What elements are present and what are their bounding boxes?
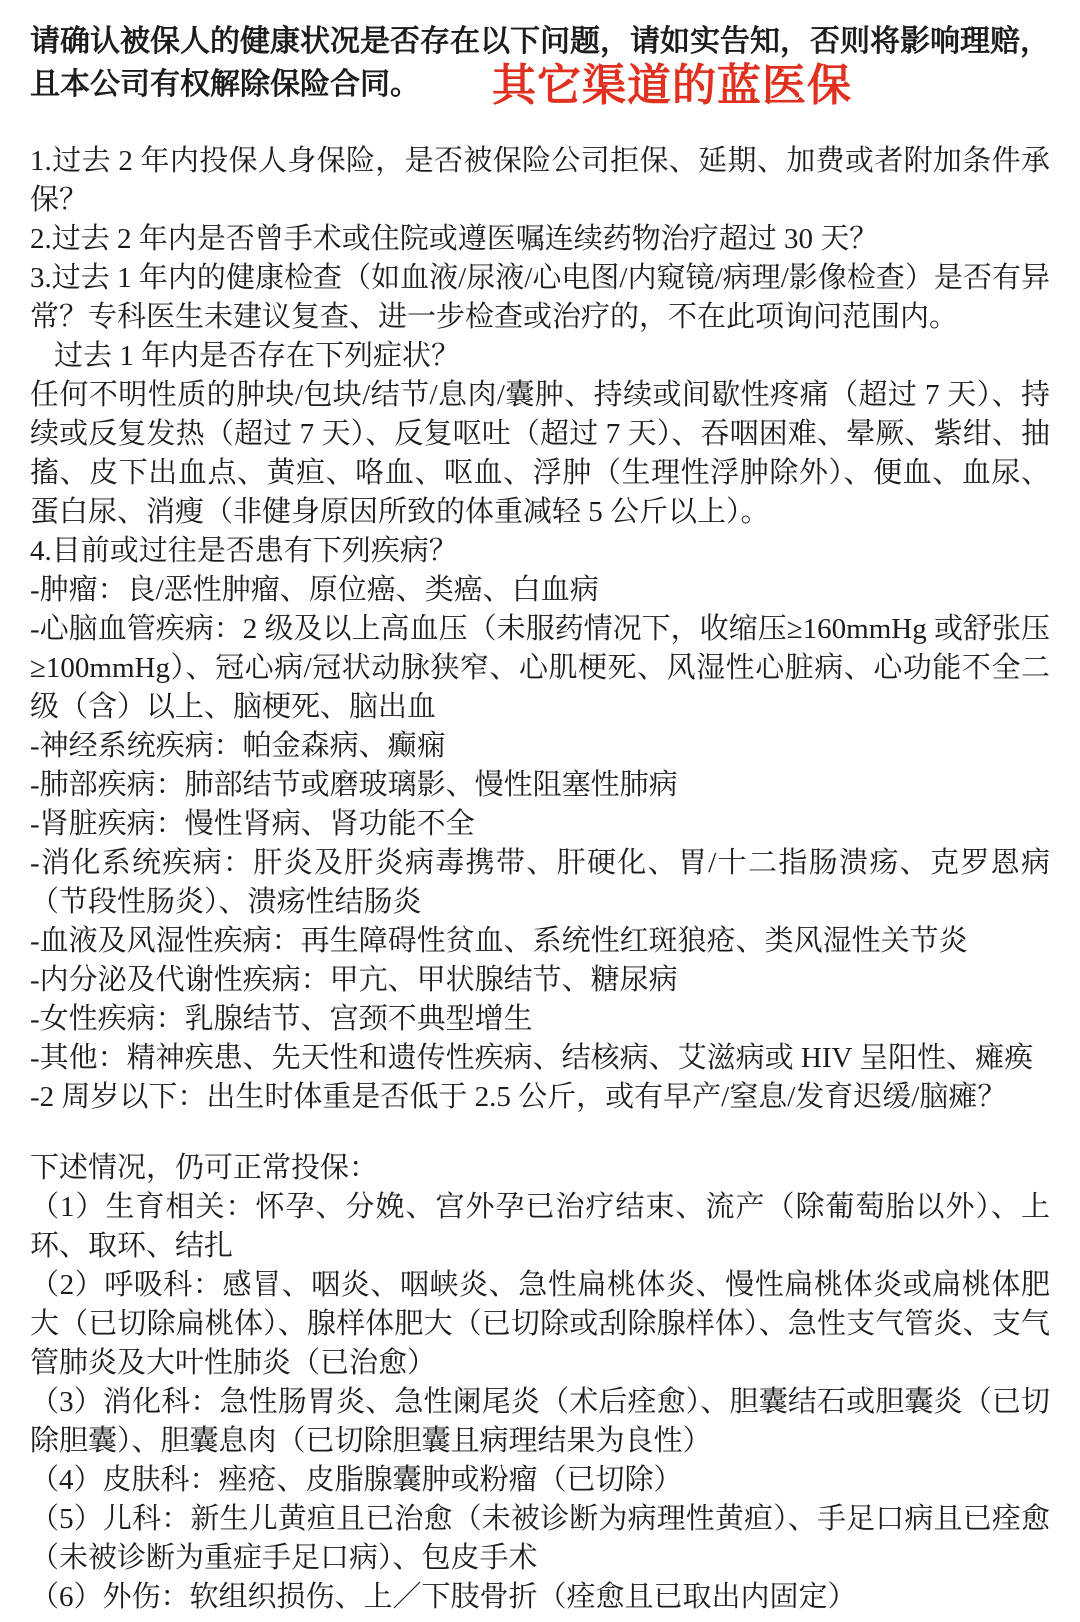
question-3: 3.过去 1 年内的健康检查（如血液/尿液/心电图/内窥镜/病理/影像检查）是否有异常？专科医生未建议复查、进一步检查或治疗的，不在此项询问范围内。 [30,262,1050,333]
coverage-item-1: （1）生育相关：怀孕、分娩、宫外孕已治疗结束、流产（除葡萄胎以外）、上环、取环、结扎 [30,1191,1050,1262]
disease-digestive: -消化系统疾病：肝炎及肝炎病毒携带、肝硬化、胃/十二指肠溃疡、克罗恩病（节段性肠炎）、溃疡性结肠炎 [30,847,1050,918]
disease-female: -女性疾病：乳腺结节、宫颈不典型增生 [30,1003,533,1035]
disease-cardio: -心脑血管疾病：2 级及以上高血压（未服药情况下，收缩压≥160mmHg 或舒张压≥100mmHg）、冠心病/冠状动脉狭窄、心肌梗死、风湿性心脏病、心功能不全二级（含）以上、脑梗死、脑出血 [30,613,1050,723]
disease-other: -其他：精神疾患、先天性和遗传性疾病、结核病、艾滋病或 HIV 呈阳性、瘫痪 [30,1042,1034,1074]
coverage-item-5: （5）儿科：新生儿黄疸且已治愈（未被诊断为病理性黄疸）、手足口病且已痊愈（未被诊断为重症手足口病）、包皮手术 [30,1503,1050,1574]
question-2: 2.过去 2 年内是否曾手术或住院或遵医嘱连续药物治疗超过 30 天？ [30,223,879,255]
symptoms-intro: 过去 1 年内是否存在下列症状？ [54,340,461,372]
notice-text: 请确认被保人的健康状况是否存在以下问题，请如实告知，否则将影响理赔，且本公司有权解除保险合同。 [30,25,1050,101]
coverage-item-6: （6）外伤：软组织损伤、上／下肢骨折（痊愈且已取出内固定） [30,1581,857,1613]
symptoms-list: 任何不明性质的肿块/包块/结节/息肉/囊肿、持续或间歇性疼痛（超过 7 天）、持续或反复发热（超过 7 天）、反复呕吐（超过 7 天）、吞咽困难、晕厥、紫绀、抽搐、皮下出血点、黄疸、咯血、呕血、浮肿（生理性浮肿除外）、便血、血尿、蛋白尿、消瘦（非健身原因所致的体重减轻 5 公斤以上）。 [30,379,1050,528]
disease-endocrine: -内分泌及代谢性疾病：甲亢、甲状腺结节、糖尿病 [30,964,678,996]
disease-tumor: -肿瘤：良/恶性肿瘤、原位癌、类癌、白血病 [30,574,599,606]
health-notice-header [30,20,1050,108]
coverage-item-2: （2）呼吸科：感冒、咽炎、咽峡炎、急性扁桃体炎、慢性扁桃体炎或扁桃体肥大（已切除扁桃体）、腺样体肥大（已切除或刮除腺样体）、急性支气管炎、支气管肺炎及大叶性肺炎（已治愈） [30,1269,1050,1379]
question-1: 1.过去 2 年内投保人身保险，是否被保险公司拒保、延期、加费或者附加条件承保？ [30,145,1050,216]
disease-blood-rheumatic: -血液及风湿性疾病：再生障碍性贫血、系统性红斑狼疮、类风湿性关节炎 [30,925,968,957]
channel-annotation: 其它渠道的蓝医保 [492,61,852,110]
disease-lung: -肺部疾病：肺部结节或磨玻璃影、慢性阻塞性肺病 [30,769,678,801]
coverage-item-3: （3）消化科：急性肠胃炎、急性阑尾炎（术后痊愈）、胆囊结石或胆囊炎（已切除胆囊）、胆囊息肉（已切除胆囊且病理结果为良性） [30,1386,1050,1457]
normal-coverage-title: 下述情况，仍可正常投保： [30,1152,379,1184]
question-4: 4.目前或过往是否患有下列疾病？ [30,535,458,567]
disease-kidney: -肾脏疾病：慢性肾病、肾功能不全 [30,808,475,840]
coverage-item-4: （4）皮肤科：痤疮、皮脂腺囊肿或粉瘤（已切除） [30,1464,683,1496]
disease-neuro: -神经系统疾病：帕金森病、癫痫 [30,730,446,762]
disease-under-2: -2 周岁以下：出生时体重是否低于 2.5 公斤，或有早产/窒息/发育迟缓/脑瘫？ [30,1081,1007,1113]
